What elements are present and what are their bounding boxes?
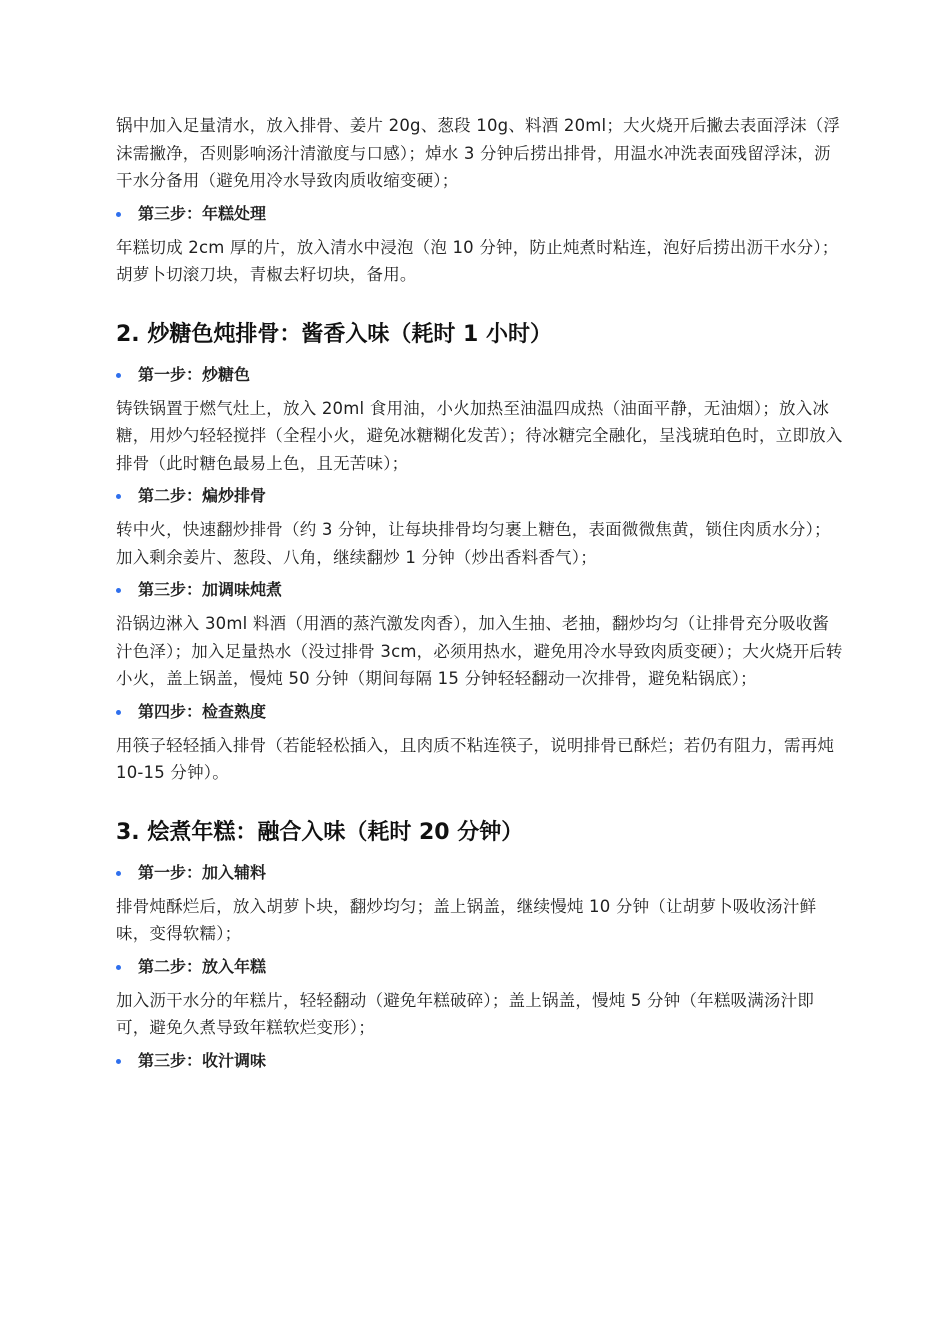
bullet-dot-icon — [116, 965, 121, 970]
step-text: 铸铁锅置于燃气灶上，放入 20ml 食用油，小火加热至油温四成热（油面平静，无油烟）；放入冰糖，用炒勺轻轻搅拌（全程小火，避免冰糖糊化发苦）；待冰糖完全融化，呈浅琥珀色时，立即放入排骨（此时糖色最易上色，且无苦味）； — [116, 398, 843, 473]
section-heading: 3. 烩煮年糕：融合入味（耗时 20 分钟） — [116, 819, 524, 845]
step-text: 转中火，快速翻炒排骨（约 3 分钟，让每块排骨均匀裹上糖色，表面微微焦黄，锁住肉质水分）；加入剩余姜片、葱段、八角，继续翻炒 1 分钟（炒出香料香气）； — [116, 520, 831, 567]
bullet-dot-icon — [116, 710, 121, 715]
bullet-dot-icon — [116, 373, 121, 378]
step-bullet — [116, 202, 844, 226]
step-text: 沿锅边淋入 30ml 料酒（用酒的蒸汽激发肉香），加入生抽、老抽，翻炒均匀（让排骨充分吸收酱汁色泽）；加入足量热水（没过排骨 3cm，必须用热水，避免用冷水导致肉质变硬）；大火烧开后转小火，盖上锅盖，慢炖 50 分钟（期间每隔 15 分钟轻轻翻动一次排骨，避免粘锅底）； — [116, 614, 843, 688]
step-title: 第三步：年糕处理 — [138, 203, 267, 223]
step-title: 第一步：炒糖色 — [138, 364, 251, 384]
section-heading: 2. 炒糖色炖排骨：酱香入味（耗时 1 小时） — [116, 321, 552, 347]
blanch-step-text: 锅中加入足量清水，放入排骨、姜片 20g、葱段 10g、料酒 20ml；大火烧开后撇去表面浮沫（浮沫需撇净，否则影响汤汁清澈度与口感）；焯水 3 分钟后捞出排骨，用温水冲洗表面残留浮沫，沥干水分备用（避免用冷水导致肉质收缩变硬）； — [116, 116, 841, 190]
step-bullet — [116, 578, 844, 602]
step-title: 第一步：加入辅料 — [138, 862, 267, 882]
step-bullet — [116, 861, 844, 885]
step-bullet — [116, 1049, 844, 1073]
step-text: 用筷子轻轻插入排骨（若能轻松插入，且肉质不粘连筷子，说明排骨已酥烂；若仍有阻力，需再炖 10-15 分钟）。 — [116, 735, 835, 782]
step-bullet — [116, 484, 844, 508]
recipe-document — [116, 112, 844, 1081]
bullet-dot-icon — [116, 1059, 121, 1064]
bullet-dot-icon — [116, 588, 121, 593]
bullet-dot-icon — [116, 871, 121, 876]
step-title: 第二步：放入年糕 — [138, 956, 267, 976]
step-title: 第三步：加调味炖煮 — [138, 580, 283, 599]
step-bullet — [116, 363, 844, 387]
step-title: 第三步：收汁调味 — [138, 1050, 267, 1070]
step-text: 排骨炖酥烂后，放入胡萝卜块，翻炒均匀；盖上锅盖，继续慢炖 10 分钟（让胡萝卜吸收汤汁鲜味，变得软糯）； — [116, 896, 817, 943]
step-text: 加入沥干水分的年糕片，轻轻翻动（避免年糕破碎）；盖上锅盖，慢炖 5 分钟（年糕吸满汤汁即可，避免久煮导致年糕软烂变形）； — [116, 990, 815, 1037]
step-title: 第二步：煸炒排骨 — [138, 486, 267, 505]
step-bullet — [116, 955, 844, 979]
step-bullet — [116, 700, 844, 724]
step-text: 年糕切成 2cm 厚的片，放入清水中浸泡（泡 10 分钟，防止炖煮时粘连，泡好后捞出沥干水分）；胡萝卜切滚刀块，青椒去籽切块，备用。 — [116, 237, 839, 284]
bullet-dot-icon — [116, 494, 121, 499]
step-title: 第四步：检查熟度 — [138, 701, 267, 721]
bullet-dot-icon — [116, 212, 121, 217]
